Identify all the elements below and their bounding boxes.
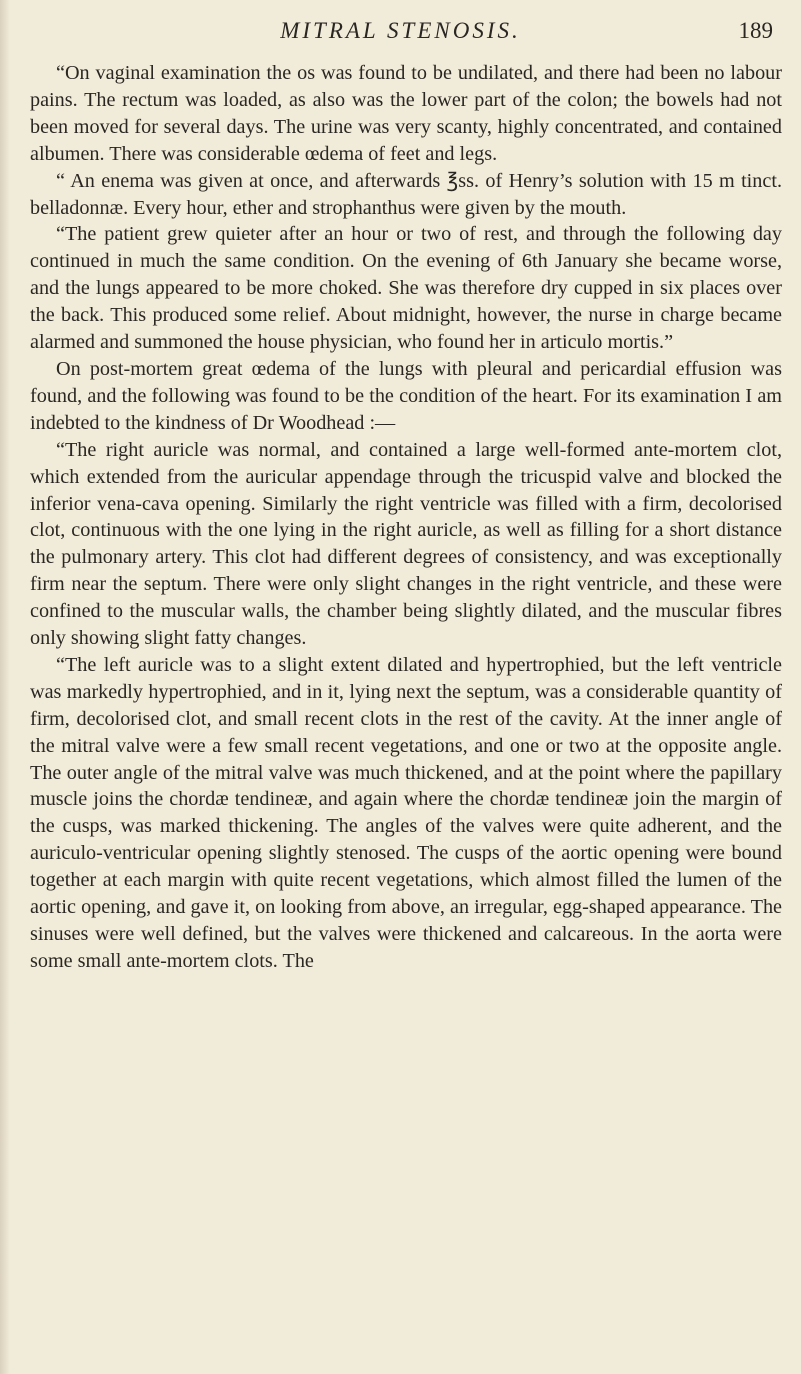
page-edge-shadow	[0, 0, 10, 1374]
body-text	[30, 60, 782, 975]
running-head	[0, 14, 801, 50]
paragraph: “The right auricle was normal, and contained a large well-formed ante-mortem clot, which extended from the auricular appendage through the tricuspid valve and blocked the inferior vena-cava opening. Similarly the right ventricle was filled with a firm, decolorised clot, continuous with the one lying in the right auricle, as well as filling for a short distance the pulmonary artery. This clot had different degrees of consistency, and was exceptionally firm near the septum. There were only slight changes in the right ventricle, and these were confined to the muscular walls, the chamber being slightly dilated, and the muscular fibres only showing slight fatty changes.	[30, 438, 782, 650]
page-number: 189	[738, 18, 773, 43]
paragraph: On post-mortem great œdema of the lungs with pleural and pericardial effusion was found, and the following was found to be the condition of the heart. For its examination I am indebted to the kindness of Dr Woodhead :—	[30, 357, 782, 434]
running-title: MITRAL STENOSIS.	[280, 18, 521, 43]
paragraph: “The left auricle was to a slight extent dilated and hypertrophied, but the left ventricle was markedly hypertrophied, and in it, lying next the septum, was a considerable quantity of firm, decolorised clot, and small recent clots in the rest of the cavity. At the inner angle of the mitral valve were a few small recent vegetations, and one or two at the opposite angle. The outer angle of the mitral valve was much thickened, and at the point where the papillary muscle joins the chordæ tendineæ, and again where the chordæ tendineæ join the margin of the cusps, was marked thickening. The angles of the valves were quite adherent, and the auriculo-ventricular opening slightly stenosed. The cusps of the aortic opening were bound together at each margin with quite recent vegetations, which almost filled the lumen of the aortic opening, and gave it, on looking from above, an irregular, egg-shaped appearance. The sinuses were well defined, but the valves were thickened and calcareous. In the aorta were some small ante-mortem clots. The	[30, 653, 782, 972]
paragraph: “The patient grew quieter after an hour or two of rest, and through the following day continued in much the same condition. On the evening of 6th January she became worse, and the lungs appeared to be more choked. She was therefore dry cupped in six places over the back. This produced some relief. About midnight, however, the nurse in charge became alarmed and summoned the house physician, who found her in articulo mortis.”	[30, 223, 782, 354]
paragraph: “ An enema was given at once, and afterwards ℥ss. of Henry’s solution with 15 m tinct. belladonnæ. Every hour, ether and strophanthus were given by the mouth.	[30, 169, 782, 219]
paragraph: “On vaginal examination the os was found to be undilated, and there had been no labour pains. The rectum was loaded, as also was the lower part of the colon; the bowels had not been moved for several days. The urine was very scanty, highly concentrated, and contained albumen. There was considerable œdema of feet and legs.	[30, 62, 782, 165]
